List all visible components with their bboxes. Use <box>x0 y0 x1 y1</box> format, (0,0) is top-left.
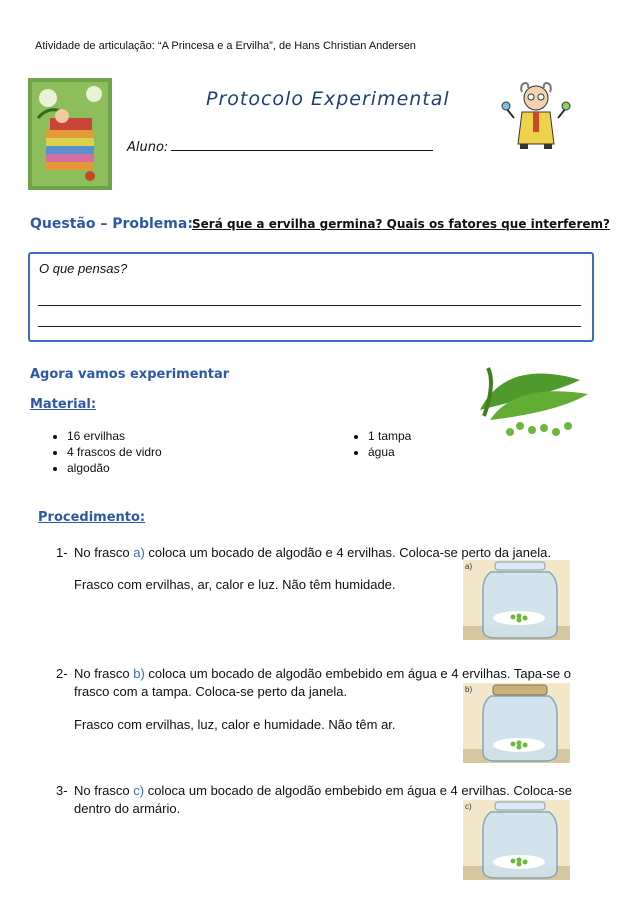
student-name-field[interactable] <box>127 140 433 155</box>
scientist-illustration <box>500 78 572 150</box>
answer-line-2[interactable] <box>38 326 581 327</box>
material-list-left <box>50 428 162 476</box>
material-title: Material: <box>30 397 97 412</box>
question-label: Questão – Problema: <box>30 216 193 232</box>
procedure-step-1: 1- No frasco a) coloca um bocado de algodão e 4 ervilhas. Coloca-se perto da janela. <box>56 545 551 560</box>
step-2-note: Frasco com ervilhas, luz, calor e humidade. Não têm ar. <box>74 717 396 732</box>
student-name-line[interactable] <box>171 140 433 151</box>
material-item: • 1 tampa <box>368 428 411 444</box>
page-title: Protocolo Experimental <box>206 88 450 110</box>
step-1-note: Frasco com ervilhas, ar, calor e luz. Não têm humidade. <box>74 577 396 592</box>
jar-a-label: a) <box>465 562 473 571</box>
princess-illustration <box>28 78 112 190</box>
think-prompt: O que pensas? <box>39 261 128 276</box>
experiment-heading: Agora vamos experimentar <box>30 367 230 382</box>
material-item: • água <box>368 444 411 460</box>
jar-b-label: b) <box>465 685 473 694</box>
peas-illustration <box>470 360 595 438</box>
procedure-step-2: 2- No frasco b) coloca um bocado de algodão embebido em água e 4 ervilhas. Tapa-se o frasco com a tampa. Coloca-se perto da janela. <box>56 666 571 699</box>
material-item: • algodão <box>67 460 162 476</box>
student-label: Aluno: <box>127 140 169 155</box>
page-header: Atividade de articulação: “A Princesa e a Ervilha”, de Hans Christian Andersen <box>35 40 416 52</box>
jar-c-illustration <box>463 800 570 880</box>
question-text: Será que a ervilha germina? Quais os fatores que interferem? <box>192 217 610 231</box>
jar-b-illustration <box>463 683 570 763</box>
material-item: • 16 ervilhas <box>67 428 162 444</box>
material-item: • 4 frascos de vidro <box>67 444 162 460</box>
procedure-title: Procedimento: <box>38 510 146 525</box>
procedure-step-3: 3- No frasco c) coloca um bocado de algodão embebido em água e 4 ervilhas. Coloca-se dentro do armário. <box>56 783 572 816</box>
answer-line-1[interactable] <box>38 305 581 306</box>
material-list-right <box>351 428 411 460</box>
jar-c-label: c) <box>465 802 472 811</box>
jar-a-illustration <box>463 560 570 640</box>
